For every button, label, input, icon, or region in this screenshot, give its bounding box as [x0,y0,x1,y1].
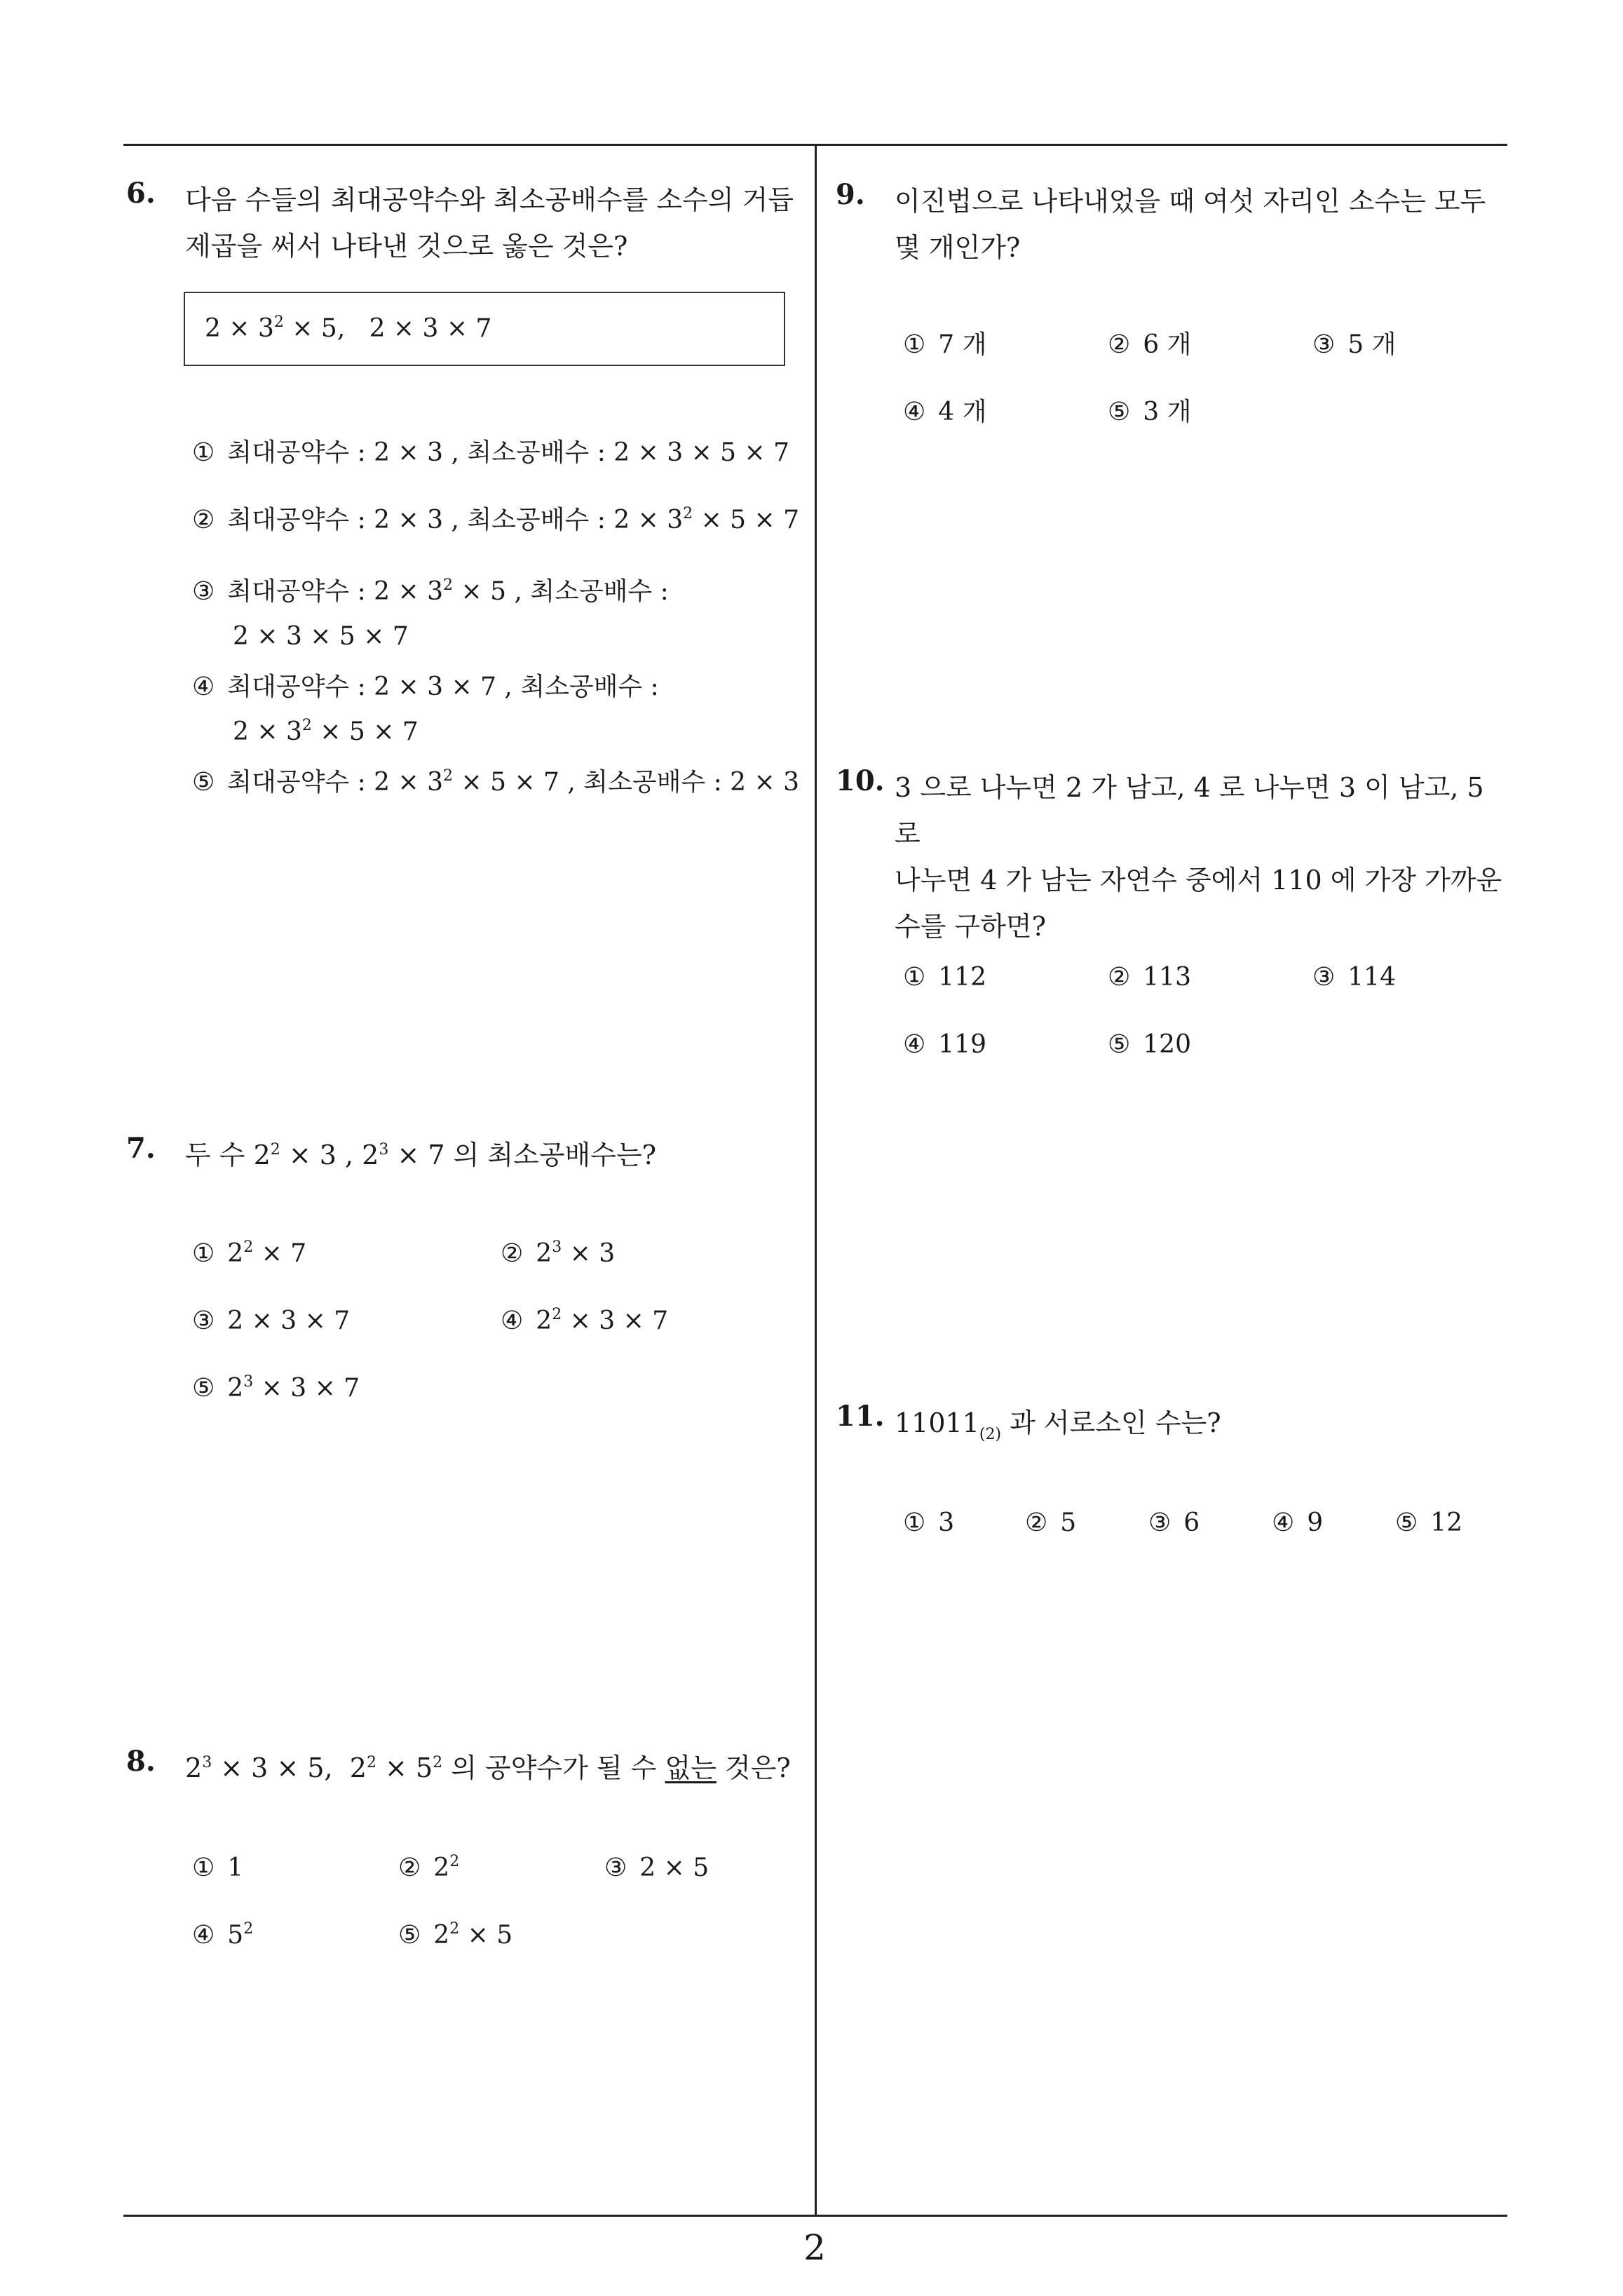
choice-text: 9 [1307,1508,1324,1537]
choice-text: 최대공약수 : 2 × 3 , 최소공배수 : $2 \times 3^2 \times 5 \times 7$ [227,505,800,534]
choice-text: 120 [1143,1030,1191,1059]
choice-5[interactable] [1108,394,1191,431]
page-number: 2 [803,2227,826,2268]
choice-text: $2^2 \times 3 \times 7$ [536,1306,669,1335]
choice-3[interactable] [192,1303,350,1339]
question-text-line: 나누면 4 가 남는 자연수 중에서 110 에 가장 가까운 [895,865,1502,896]
choice-text: $2^2$ [433,1853,460,1882]
choice-text: 2 × 5 [639,1853,709,1882]
choice-2[interactable] [1025,1505,1076,1541]
choice-5[interactable] [192,764,799,801]
choice-2[interactable] [501,1236,615,1272]
choice-mark: ④ [501,1306,524,1335]
choice-mark: ④ [903,398,926,426]
choice-5[interactable] [1108,1027,1191,1063]
choice-3[interactable] [1312,959,1396,996]
choice-mark: ① [192,438,215,467]
choice-mark: ① [903,330,926,359]
choice-4[interactable] [192,1917,253,1954]
choice-text: 3 개 [1143,398,1192,426]
choice-3[interactable] [1148,1505,1200,1541]
choice-text: 2 × 3 × 7 [227,1306,351,1335]
choice-mark: ① [903,963,926,992]
choice-mark: ③ [1148,1508,1172,1537]
question-text: $2^3 \times 3 \times 5$, $2^2 \times 5^2$ 의 공약수가 될 수 없는 것은? [185,1753,791,1783]
choice-2[interactable] [1108,959,1191,996]
question-text [895,1400,1512,1446]
choice-4[interactable] [192,665,659,755]
question-number: 6. [126,177,156,210]
choice-text: 6 개 [1143,330,1192,359]
choice-text: $2^2 \times 7$ [227,1238,307,1268]
question-text-line: 수를 구하면? [895,911,1046,942]
choice-1[interactable] [903,1505,954,1541]
choice-text: 6 [1183,1508,1200,1537]
question-number: 8. [126,1745,156,1778]
choice-text-continued: $2 \times 3^2 \times 5 \times 7$ [233,717,419,746]
choice-2[interactable] [398,1850,459,1886]
choice-5[interactable] [192,1370,360,1407]
question-text [185,177,886,269]
choice-mark: ④ [192,673,215,701]
choice-mark: ⑤ [192,768,215,797]
choice-3[interactable] [604,1850,709,1886]
binary-number: 11011 [895,1407,979,1438]
question-text-line: 이진법으로 나타내었을 때 여섯 자리인 소수는 모두 [895,186,1486,217]
choice-mark: ③ [192,1306,215,1335]
choice-mark: ③ [192,577,215,606]
choice-text: $2^3 \times 3 \times 7$ [227,1373,360,1403]
choice-5[interactable] [398,1917,512,1954]
question-text: 두 수 $2^2 \times 3$ , $2^3 \times 7$ 의 최소공배수는? [185,1140,657,1170]
choice-4[interactable] [903,1027,986,1063]
choice-mark: ⑤ [1108,398,1131,426]
choice-mark: ① [192,1853,215,1882]
choice-text: 3 [938,1508,955,1537]
choice-mark: ③ [604,1853,627,1882]
choice-mark: ④ [192,1921,215,1950]
choice-4[interactable] [903,394,986,431]
choice-mark: ② [398,1853,421,1882]
choice-1[interactable] [903,959,986,996]
column-divider [815,144,817,2215]
underlined-word: 없는 [665,1753,717,1783]
choice-mark: ④ [1272,1508,1295,1537]
choice-mark: ③ [1312,963,1336,992]
choice-text: 최대공약수 : $2 \times 3^2 \times 5 \times 7$ , 최소공배수 : 2 × 3 [227,767,800,797]
choice-mark: ⑤ [1395,1508,1418,1537]
choice-3[interactable] [1312,327,1396,363]
choice-text: 5 개 [1347,330,1397,359]
choice-mark: ③ [1312,330,1336,359]
binary-base: (2) [979,1426,1002,1443]
choice-4[interactable] [501,1303,668,1339]
choice-text: $2^2 \times 5$ [433,1920,513,1950]
question-text [895,178,1512,271]
choice-5[interactable] [1395,1505,1462,1541]
choice-1[interactable] [192,1850,243,1886]
choice-text: $5^2$ [227,1920,254,1950]
question-number: 9. [836,178,865,211]
question-text-tail: 과 서로소인 수는? [1001,1407,1221,1438]
question-number: 10. [836,764,885,797]
choice-text: 최대공약수 : 2 × 3 × 7 , 최소공배수 : [227,673,659,701]
question-text-line: 몇 개인가? [895,232,1021,263]
choice-text-continued: 2 × 3 × 5 × 7 [233,622,409,651]
choice-2[interactable] [192,502,799,539]
question-text-tail: 것은? [716,1753,791,1783]
question-text-line: 다음 수들의 최대공약수와 최소공배수를 소수의 거듭 [185,184,794,215]
choice-text: 113 [1143,963,1191,992]
choice-mark: ② [1108,963,1131,992]
choice-text: 5 [1060,1508,1077,1537]
choice-mark: ④ [903,1030,926,1059]
choice-mark: ② [1025,1508,1048,1537]
given-numbers-box: $2 \times 3^2 \times 5$, 2 × 3 × 7 [184,292,785,366]
choice-1[interactable] [192,1236,306,1272]
question-number: 7. [126,1132,156,1165]
question-text-line: 3 으로 나누면 2 가 남고, 4 로 나누면 3 이 남고, 5 로 [895,772,1484,849]
bottom-rule [123,2215,1507,2217]
choice-text: 7 개 [938,330,987,359]
choice-text: $2^3 \times 3$ [536,1238,616,1268]
choice-text: 119 [938,1030,986,1059]
question-text-line: 제곱을 써서 나타낸 것으로 옳은 것은? [185,231,628,262]
question-text [895,764,1512,950]
choice-mark: ① [903,1508,926,1537]
choice-2[interactable] [1108,327,1191,363]
choice-text: 114 [1347,963,1396,992]
choice-text: 최대공약수 : $2 \times 3^2 \times 5$ , 최소공배수 : [227,576,669,606]
choice-mark: ① [192,1239,215,1268]
choice-text: 12 [1430,1508,1463,1537]
choice-mark: ② [1108,330,1131,359]
choice-text: 112 [938,963,986,992]
choice-mark: ⑤ [398,1921,421,1950]
choice-4[interactable] [1272,1505,1323,1541]
choice-1[interactable] [903,327,986,363]
choice-text: 4 개 [938,398,987,426]
choice-1[interactable] [192,435,789,471]
question-number: 11. [836,1400,885,1433]
choice-mark: ② [192,506,215,534]
choice-mark: ⑤ [1108,1030,1131,1059]
choice-text: 최대공약수 : 2 × 3 , 최소공배수 : 2 × 3 × 5 × 7 [227,438,790,467]
choice-text: 1 [227,1853,244,1882]
choice-mark: ② [501,1239,524,1268]
choice-mark: ⑤ [192,1374,215,1403]
choice-3[interactable] [192,569,669,659]
